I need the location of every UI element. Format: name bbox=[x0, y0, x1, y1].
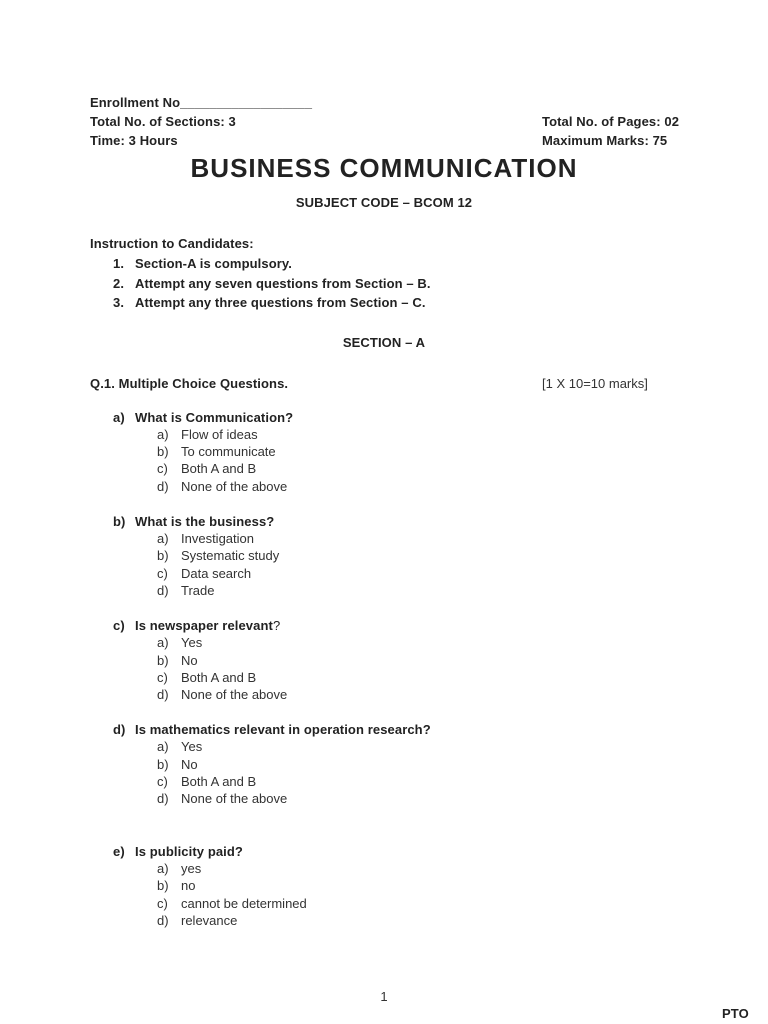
paper-title: BUSINESS COMMUNICATION bbox=[190, 153, 578, 183]
option: a) Investigation bbox=[157, 531, 254, 546]
option: a) Flow of ideas bbox=[157, 427, 258, 442]
option: d) None of the above bbox=[157, 791, 288, 806]
option: a) yes bbox=[157, 861, 202, 876]
option: b) To communicate bbox=[157, 444, 276, 459]
option: b) No bbox=[157, 757, 198, 772]
page-number: 1 bbox=[380, 989, 388, 1004]
question-d: d) Is mathematics relevant in operation research? bbox=[113, 722, 431, 737]
option: c) Data search bbox=[157, 566, 252, 581]
option: d) relevance bbox=[157, 913, 238, 928]
question-b: b) What is the business? bbox=[113, 514, 275, 529]
time-allowed: Time: 3 Hours bbox=[90, 133, 178, 148]
maximum-marks: Maximum Marks: 75 bbox=[542, 133, 668, 148]
option: c) Both A and B bbox=[157, 774, 257, 789]
section-a-heading: SECTION – A bbox=[342, 335, 426, 350]
total-sections: Total No. of Sections: 3 bbox=[90, 114, 236, 129]
q1-marks: [1 X 10=10 marks] bbox=[542, 376, 648, 391]
option: b) no bbox=[157, 878, 196, 893]
option: c) cannot be determined bbox=[157, 896, 307, 911]
instruction-item: 3. Attempt any three questions from Section – C. bbox=[113, 295, 426, 310]
instructions-heading: Instruction to Candidates: bbox=[90, 236, 254, 251]
instruction-item: 2. Attempt any seven questions from Section – B. bbox=[113, 276, 431, 291]
total-pages: Total No. of Pages: 02 bbox=[542, 114, 680, 129]
option: d) Trade bbox=[157, 583, 215, 598]
option: a) Yes bbox=[157, 635, 203, 650]
option: a) Yes bbox=[157, 739, 203, 754]
question-a: a) What is Communication? bbox=[113, 410, 294, 425]
question-c: c) Is newspaper relevant? bbox=[113, 618, 281, 633]
pto-label: PTO bbox=[722, 1006, 749, 1021]
option: d) None of the above bbox=[157, 479, 288, 494]
question-e: e) Is publicity paid? bbox=[113, 844, 243, 859]
instruction-item: 1. Section-A is compulsory. bbox=[113, 256, 292, 271]
option: c) Both A and B bbox=[157, 461, 257, 476]
option: b) Systematic study bbox=[157, 548, 280, 563]
option: b) No bbox=[157, 653, 198, 668]
subject-code: SUBJECT CODE – BCOM 12 bbox=[295, 195, 473, 210]
q1-label: Q.1. Multiple Choice Questions. bbox=[90, 376, 289, 391]
option: c) Both A and B bbox=[157, 670, 257, 685]
enrollment-line: Enrollment No__________________ bbox=[90, 95, 313, 110]
option: d) None of the above bbox=[157, 687, 288, 702]
